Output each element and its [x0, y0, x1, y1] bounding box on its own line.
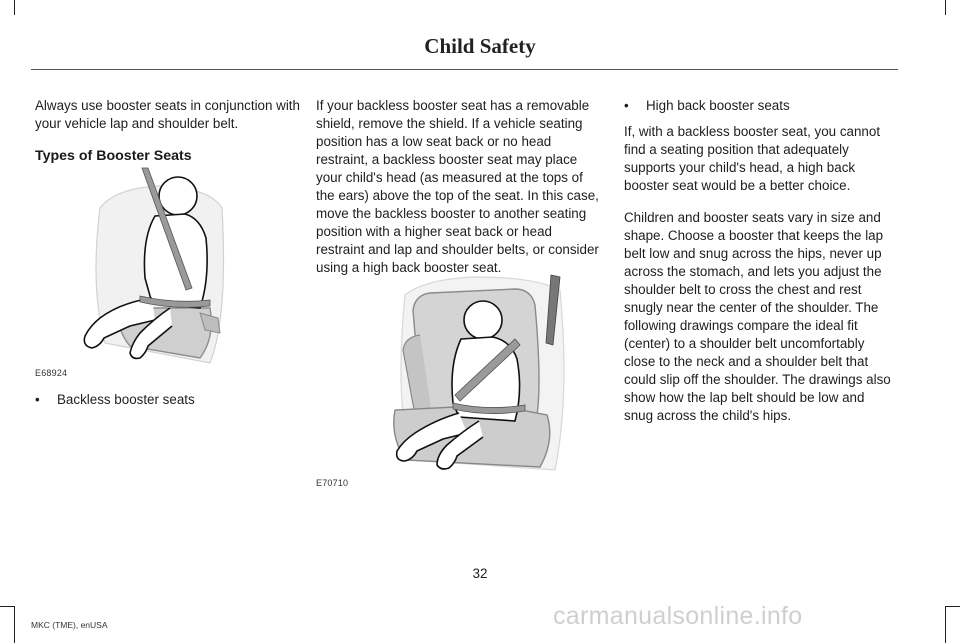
column-2	[316, 97, 601, 291]
page-number: 32	[472, 566, 488, 581]
crop-mark-top-right	[945, 0, 946, 15]
intro-paragraph: Always use booster seats in conjunction with your vehicle lap and shoulder belt.	[35, 98, 300, 131]
section-heading: Types of Booster Seats	[35, 148, 192, 164]
fit-paragraph: Children and booster seats vary in size and shape. Choose a booster that keeps the lap belt low and snug across the hips, never up across the stomach, and lets you adjust the shoulder belt to cross the chest and rest snugly near the center of the shoulder. The following drawings compare the ideal fit (center) to a shoulder belt uncomfortably close to the neck and a shoulder belt that could slip off the shoulder. The drawings also show how the lap belt should be low and snug across the child's hips.	[624, 210, 891, 423]
column-1	[35, 97, 307, 165]
bullet-dot: •	[35, 392, 40, 407]
crop-mark-bottom-left-h	[0, 606, 15, 607]
crop-mark-top-left	[14, 0, 15, 15]
high-back-paragraph: If, with a backless booster seat, you cannot find a seating position that adequately supports your child's head, a high back booster seat would be a better choice.	[624, 124, 881, 193]
figure-id-e68924: E68924	[35, 368, 68, 378]
backless-shield-paragraph: If your backless booster seat has a removable shield, remove the shield. If a vehicle seating position has a low seat back or no head restraint, a backless booster seat may place your child's head (as measured at the tops of the ears) above the top of the seat. In this case, move the backless booster to another seating position with a higher seat back or head restraint and lap and shoulder belts, or consider using a high back booster seat.	[316, 98, 599, 275]
crop-mark-bottom-left	[14, 606, 15, 643]
header-rule	[31, 69, 898, 70]
column-3	[624, 97, 896, 439]
page-title: Child Safety	[424, 34, 536, 58]
high-back-booster-illustration	[375, 275, 575, 475]
footer-code: MKC (TME), enUSA	[31, 620, 108, 630]
crop-mark-bottom-right	[945, 606, 946, 643]
watermark: carmanualsonline.info	[553, 602, 803, 630]
backless-booster-illustration	[60, 168, 232, 368]
figure-id-e70710: E70710	[316, 478, 349, 488]
bullet-backless	[35, 391, 307, 409]
crop-mark-bottom-right-h	[945, 606, 960, 607]
bullet-text-backless: Backless booster seats	[57, 392, 195, 407]
bullet-text-high-back: High back booster seats	[646, 98, 790, 113]
bullet-dot: •	[624, 98, 629, 113]
